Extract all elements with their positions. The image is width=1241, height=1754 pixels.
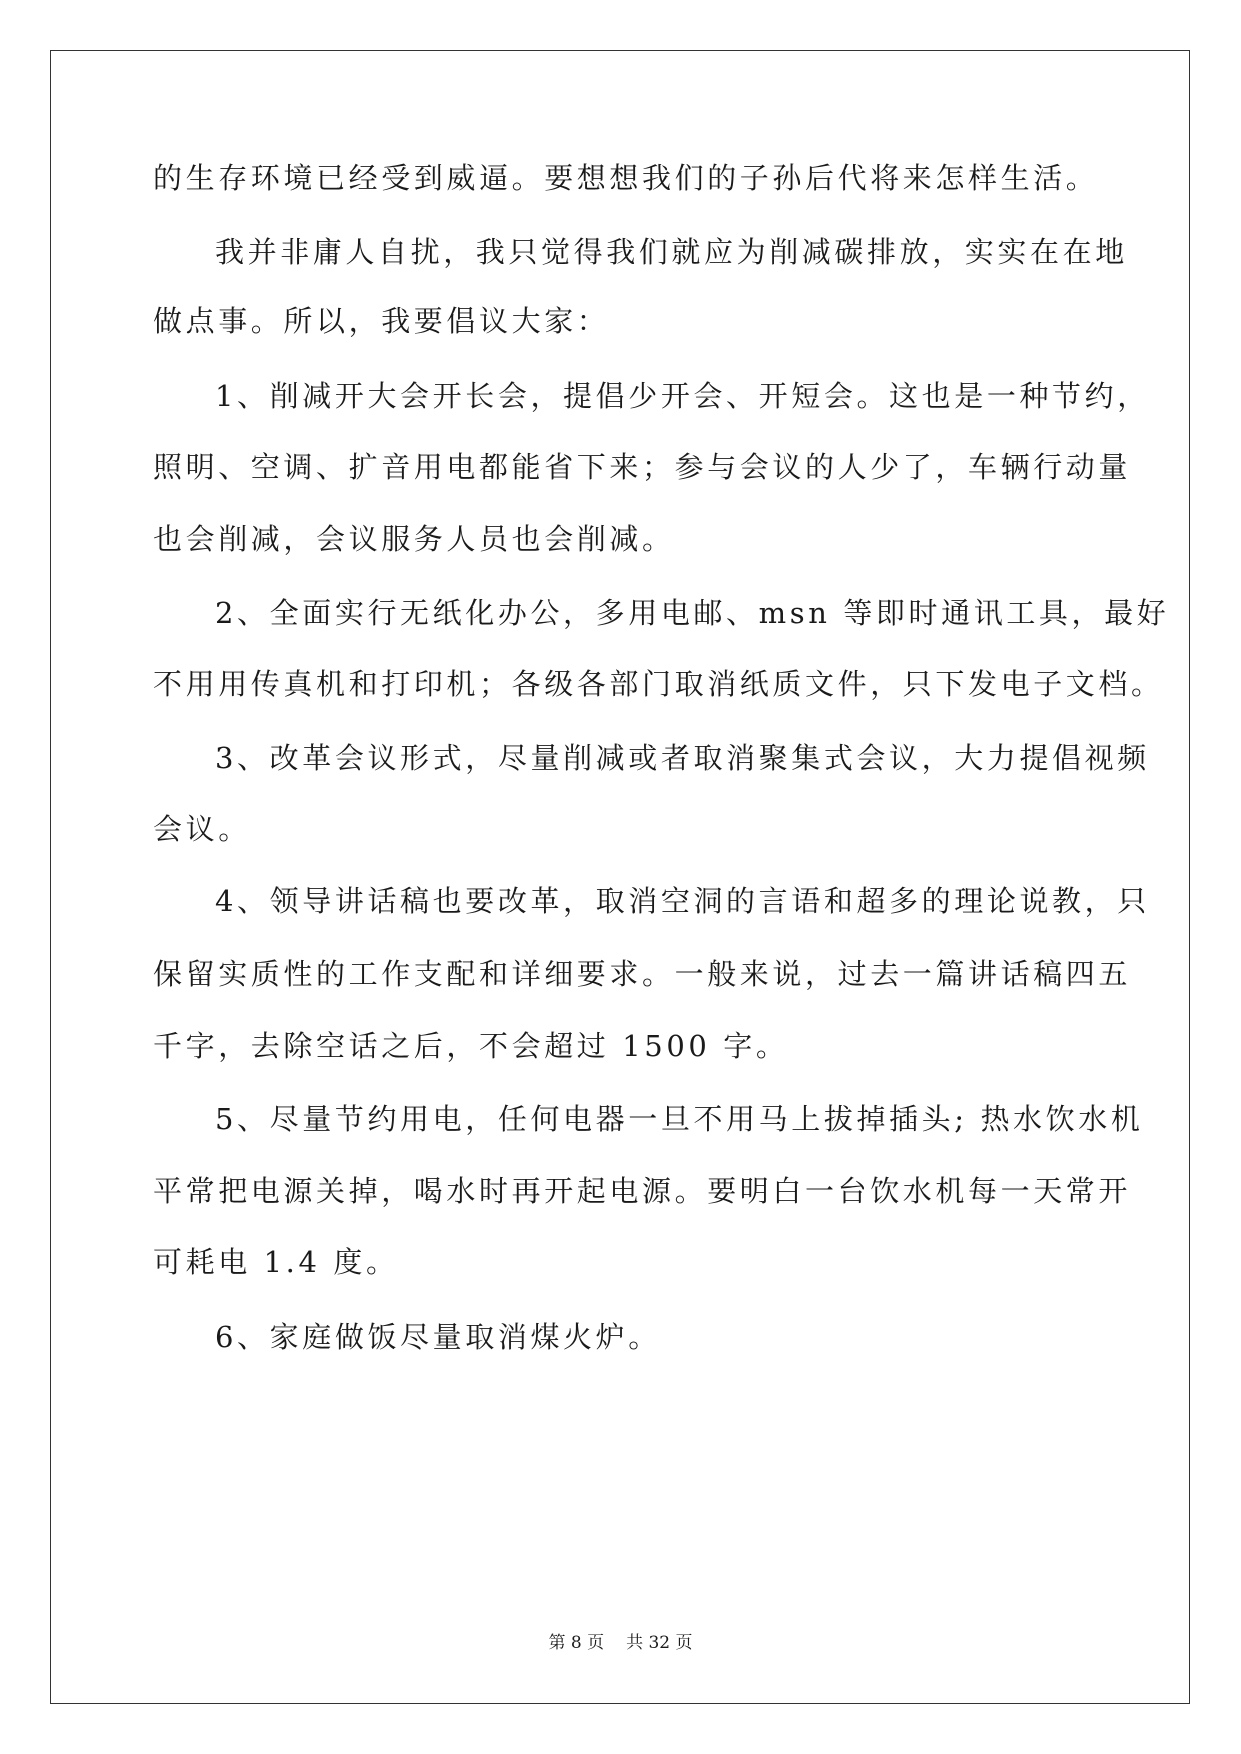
- list-item-line: 5、尽量节约用电，任何电器一旦不用马上拔掉插头; 热水饮水机: [215, 1102, 1144, 1136]
- text-line: 会议。: [153, 812, 251, 846]
- current-page-number: 第 8 页: [548, 1633, 605, 1653]
- text-line: 可耗电 1.4 度。: [153, 1245, 399, 1279]
- text-line: 平常把电源关掉，喝水时再开起电源。要明白一台饮水机每一天常开: [153, 1174, 1132, 1208]
- page-border: [50, 50, 1190, 1704]
- paragraph-line: 我并非庸人自扰，我只觉得我们就应为削减碳排放，实实在在地: [215, 235, 1128, 269]
- text-line: 千字，去除空话之后，不会超过 1500 字。: [153, 1029, 789, 1063]
- list-item-line: 1、削减开大会开长会，提倡少开会、开短会。这也是一种节约，: [215, 379, 1150, 413]
- list-item-line: 6、家庭做饭尽量取消煤火炉。: [215, 1320, 661, 1354]
- text-line: 的生存环境已经受到威逼。要想想我们的子孙后代将来怎样生活。: [153, 161, 1099, 195]
- total-pages: 共 32 页: [626, 1633, 693, 1653]
- page-footer: [0, 1632, 1241, 1654]
- text-line: 照明、空调、扩音用电都能省下来；参与会议的人少了，车辆行动量: [153, 450, 1132, 484]
- list-item-line: 2、全面实行无纸化办公，多用电邮、msn 等即时通讯工具，最好: [215, 596, 1170, 630]
- list-item-line: 3、改革会议形式，尽量削减或者取消聚集式会议，大力提倡视频: [215, 741, 1150, 775]
- text-line: 不用用传真机和打印机；各级各部门取消纸质文件，只下发电子文档。: [153, 667, 1164, 701]
- list-item-line: 4、领导讲话稿也要改革，取消空洞的言语和超多的理论说教，只: [215, 884, 1150, 918]
- text-line: 保留实质性的工作支配和详细要求。一般来说，过去一篇讲话稿四五: [153, 957, 1132, 991]
- text-line: 做点事。所以，我要倡议大家：: [153, 304, 610, 338]
- text-line: 也会削减，会议服务人员也会削减。: [153, 522, 675, 556]
